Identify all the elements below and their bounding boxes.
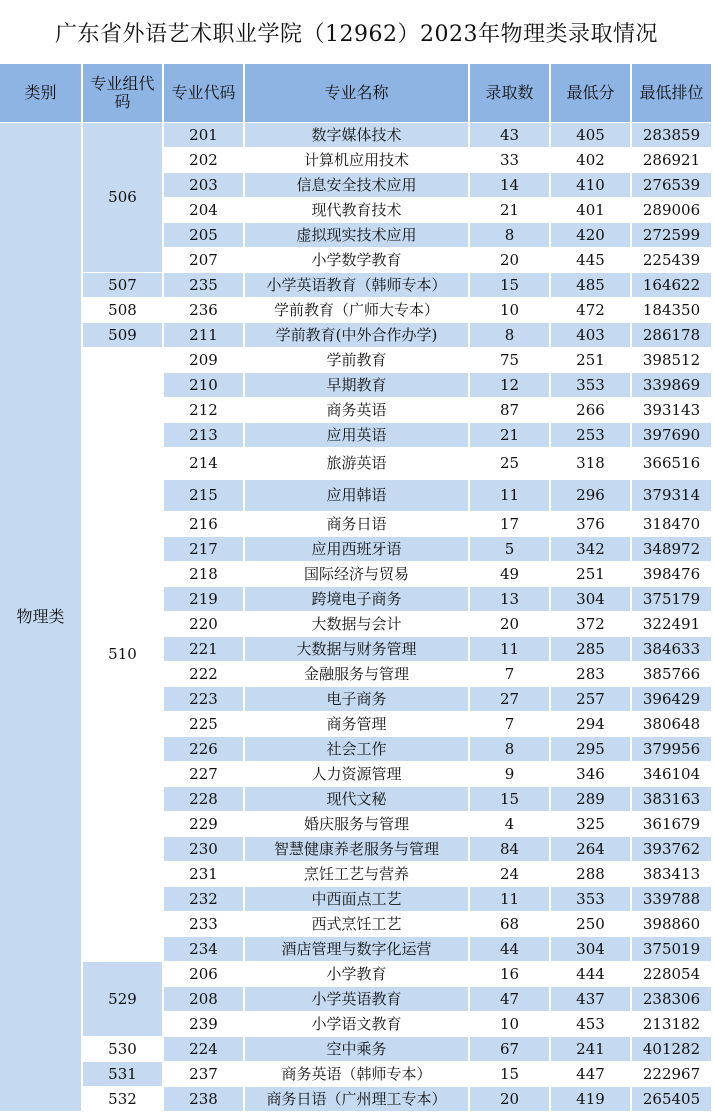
min-rank-cell: 384633: [631, 637, 712, 662]
major-code-cell: 204: [163, 198, 244, 223]
major-code-cell: 236: [163, 298, 244, 323]
major-code-cell: 232: [163, 887, 244, 912]
min-score-cell: 304: [550, 937, 631, 962]
major-name-cell: 大数据与会计: [244, 612, 469, 637]
group-code-cell: 529: [82, 962, 163, 1037]
major-name-cell: 金融服务与管理: [244, 662, 469, 687]
min-score-cell: 253: [550, 423, 631, 448]
min-score-cell: 420: [550, 223, 631, 248]
major-code-cell: 212: [163, 398, 244, 423]
min-rank-cell: 379956: [631, 737, 712, 762]
min-score-cell: 401: [550, 198, 631, 223]
min-score-cell: 295: [550, 737, 631, 762]
major-name-cell: 国际经济与贸易: [244, 562, 469, 587]
admitted-count-cell: 9: [469, 762, 550, 787]
group-code-cell: 508: [82, 298, 163, 323]
major-name-cell: 商务英语: [244, 398, 469, 423]
admitted-count-cell: 27: [469, 687, 550, 712]
major-name-cell: 现代教育技术: [244, 198, 469, 223]
major-name-cell: 人力资源管理: [244, 762, 469, 787]
major-code-cell: 213: [163, 423, 244, 448]
group-code-cell: 506: [82, 123, 163, 273]
major-name-cell: 小学语文教育: [244, 1012, 469, 1037]
admitted-count-cell: 5: [469, 537, 550, 562]
major-code-cell: 222: [163, 662, 244, 687]
major-name-cell: 学前教育: [244, 348, 469, 373]
admitted-count-cell: 17: [469, 512, 550, 537]
major-code-cell: 223: [163, 687, 244, 712]
major-code-cell: 216: [163, 512, 244, 537]
table-row: [0, 123, 712, 148]
min-score-cell: 251: [550, 562, 631, 587]
major-name-cell: 虚拟现实技术应用: [244, 223, 469, 248]
min-score-cell: 283: [550, 662, 631, 687]
major-name-cell: 西式烹饪工艺: [244, 912, 469, 937]
major-code-cell: 208: [163, 987, 244, 1012]
admitted-count-cell: 15: [469, 273, 550, 298]
major-code-cell: 233: [163, 912, 244, 937]
admitted-count-cell: 21: [469, 423, 550, 448]
admitted-count-cell: 7: [469, 712, 550, 737]
major-code-cell: 220: [163, 612, 244, 637]
min-rank-cell: 164622: [631, 273, 712, 298]
min-score-cell: 376: [550, 512, 631, 537]
min-score-cell: 251: [550, 348, 631, 373]
min-score-cell: 288: [550, 862, 631, 887]
min-score-cell: 372: [550, 612, 631, 637]
min-rank-cell: 385766: [631, 662, 712, 687]
table-row: [0, 1037, 712, 1062]
major-code-cell: 230: [163, 837, 244, 862]
min-score-cell: 445: [550, 248, 631, 273]
min-rank-cell: 238306: [631, 987, 712, 1012]
header-group-code: 专业组代码: [82, 64, 163, 123]
admitted-count-cell: 20: [469, 1087, 550, 1112]
major-name-cell: 跨境电子商务: [244, 587, 469, 612]
admitted-count-cell: 47: [469, 987, 550, 1012]
min-rank-cell: 398512: [631, 348, 712, 373]
major-name-cell: 酒店管理与数字化运营: [244, 937, 469, 962]
min-score-cell: 353: [550, 373, 631, 398]
min-score-cell: 403: [550, 323, 631, 348]
min-score-cell: 353: [550, 887, 631, 912]
min-score-cell: 342: [550, 537, 631, 562]
admitted-count-cell: 4: [469, 812, 550, 837]
major-name-cell: 小学英语教育: [244, 987, 469, 1012]
min-rank-cell: 393143: [631, 398, 712, 423]
admitted-count-cell: 49: [469, 562, 550, 587]
min-rank-cell: 366516: [631, 448, 712, 480]
min-rank-cell: 346104: [631, 762, 712, 787]
admitted-count-cell: 10: [469, 298, 550, 323]
admitted-count-cell: 13: [469, 587, 550, 612]
major-name-cell: 计算机应用技术: [244, 148, 469, 173]
min-rank-cell: 289006: [631, 198, 712, 223]
major-code-cell: 229: [163, 812, 244, 837]
major-code-cell: 235: [163, 273, 244, 298]
min-score-cell: 264: [550, 837, 631, 862]
min-score-cell: 444: [550, 962, 631, 987]
major-code-cell: 214: [163, 448, 244, 480]
min-rank-cell: 318470: [631, 512, 712, 537]
admitted-count-cell: 11: [469, 637, 550, 662]
table-row: [0, 1062, 712, 1087]
admitted-count-cell: 11: [469, 480, 550, 512]
min-score-cell: 304: [550, 587, 631, 612]
min-rank-cell: 339788: [631, 887, 712, 912]
admitted-count-cell: 24: [469, 862, 550, 887]
admitted-count-cell: 15: [469, 1062, 550, 1087]
major-code-cell: 237: [163, 1062, 244, 1087]
header-admitted: 录取数: [469, 64, 550, 123]
min-rank-cell: 286178: [631, 323, 712, 348]
major-name-cell: 商务英语（韩师专本）: [244, 1062, 469, 1087]
major-name-cell: 旅游英语: [244, 448, 469, 480]
group-code-cell: 510: [82, 348, 163, 962]
min-rank-cell: 184350: [631, 298, 712, 323]
min-rank-cell: 383413: [631, 862, 712, 887]
admitted-count-cell: 25: [469, 448, 550, 480]
min-rank-cell: 375019: [631, 937, 712, 962]
min-rank-cell: 380648: [631, 712, 712, 737]
min-score-cell: 437: [550, 987, 631, 1012]
group-code-cell: 532: [82, 1087, 163, 1112]
min-rank-cell: 272599: [631, 223, 712, 248]
major-name-cell: 现代文秘: [244, 787, 469, 812]
major-name-cell: 中西面点工艺: [244, 887, 469, 912]
admitted-count-cell: 68: [469, 912, 550, 937]
table-row: [0, 298, 712, 323]
min-rank-cell: 228054: [631, 962, 712, 987]
major-name-cell: 空中乘务: [244, 1037, 469, 1062]
table-row: [0, 348, 712, 373]
admitted-count-cell: 87: [469, 398, 550, 423]
admitted-count-cell: 75: [469, 348, 550, 373]
major-name-cell: 婚庆服务与管理: [244, 812, 469, 837]
major-name-cell: 智慧健康养老服务与管理: [244, 837, 469, 862]
major-code-cell: 221: [163, 637, 244, 662]
min-rank-cell: 401282: [631, 1037, 712, 1062]
major-name-cell: 小学数学教育: [244, 248, 469, 273]
admitted-count-cell: 11: [469, 887, 550, 912]
min-score-cell: 485: [550, 273, 631, 298]
min-score-cell: 266: [550, 398, 631, 423]
major-name-cell: 应用西班牙语: [244, 537, 469, 562]
admitted-count-cell: 10: [469, 1012, 550, 1037]
admitted-count-cell: 16: [469, 962, 550, 987]
min-score-cell: 419: [550, 1087, 631, 1112]
min-score-cell: 296: [550, 480, 631, 512]
min-rank-cell: 213182: [631, 1012, 712, 1037]
major-code-cell: 201: [163, 123, 244, 148]
group-code-cell: 531: [82, 1062, 163, 1087]
major-name-cell: 数字媒体技术: [244, 123, 469, 148]
category-cell: 物理类: [0, 123, 82, 1112]
admitted-count-cell: 8: [469, 323, 550, 348]
admitted-count-cell: 20: [469, 248, 550, 273]
min-score-cell: 257: [550, 687, 631, 712]
major-code-cell: 234: [163, 937, 244, 962]
min-rank-cell: 276539: [631, 173, 712, 198]
major-code-cell: 207: [163, 248, 244, 273]
admitted-count-cell: 20: [469, 612, 550, 637]
major-name-cell: 应用英语: [244, 423, 469, 448]
min-score-cell: 402: [550, 148, 631, 173]
min-rank-cell: 322491: [631, 612, 712, 637]
major-name-cell: 社会工作: [244, 737, 469, 762]
major-name-cell: 电子商务: [244, 687, 469, 712]
header-min-score: 最低分: [550, 64, 631, 123]
min-score-cell: 285: [550, 637, 631, 662]
header-category: 类别: [0, 64, 82, 123]
major-name-cell: 应用韩语: [244, 480, 469, 512]
major-code-cell: 227: [163, 762, 244, 787]
min-rank-cell: 265405: [631, 1087, 712, 1112]
table-row: [0, 273, 712, 298]
major-code-cell: 218: [163, 562, 244, 587]
header-major-code: 专业代码: [163, 64, 244, 123]
major-name-cell: 商务日语（广州理工专本）: [244, 1087, 469, 1112]
admitted-count-cell: 8: [469, 223, 550, 248]
major-code-cell: 219: [163, 587, 244, 612]
min-rank-cell: 379314: [631, 480, 712, 512]
major-code-cell: 217: [163, 537, 244, 562]
major-name-cell: 学前教育(中外合作办学): [244, 323, 469, 348]
major-name-cell: 早期教育: [244, 373, 469, 398]
min-score-cell: 410: [550, 173, 631, 198]
major-name-cell: 商务管理: [244, 712, 469, 737]
major-name-cell: 小学英语教育（韩师专本）: [244, 273, 469, 298]
group-code-cell: 509: [82, 323, 163, 348]
major-name-cell: 商务日语: [244, 512, 469, 537]
min-score-cell: 294: [550, 712, 631, 737]
min-score-cell: 250: [550, 912, 631, 937]
major-name-cell: 大数据与财务管理: [244, 637, 469, 662]
admitted-count-cell: 8: [469, 737, 550, 762]
min-score-cell: 405: [550, 123, 631, 148]
header-min-rank: 最低排位: [631, 64, 712, 123]
major-code-cell: 209: [163, 348, 244, 373]
major-code-cell: 238: [163, 1087, 244, 1112]
major-code-cell: 202: [163, 148, 244, 173]
table-row: [0, 1087, 712, 1112]
major-name-cell: 烹饪工艺与营养: [244, 862, 469, 887]
group-code-cell: 507: [82, 273, 163, 298]
major-code-cell: 215: [163, 480, 244, 512]
min-score-cell: 289: [550, 787, 631, 812]
admitted-count-cell: 33: [469, 148, 550, 173]
min-rank-cell: 396429: [631, 687, 712, 712]
major-code-cell: 228: [163, 787, 244, 812]
table-body: [0, 123, 712, 1112]
admitted-count-cell: 44: [469, 937, 550, 962]
major-name-cell: 学前教育（广师大专本）: [244, 298, 469, 323]
min-score-cell: 472: [550, 298, 631, 323]
min-rank-cell: 339869: [631, 373, 712, 398]
min-rank-cell: 225439: [631, 248, 712, 273]
header-major-name: 专业名称: [244, 64, 469, 123]
major-code-cell: 206: [163, 962, 244, 987]
admitted-count-cell: 12: [469, 373, 550, 398]
min-rank-cell: 222967: [631, 1062, 712, 1087]
min-rank-cell: 375179: [631, 587, 712, 612]
min-score-cell: 325: [550, 812, 631, 837]
min-score-cell: 241: [550, 1037, 631, 1062]
admitted-count-cell: 15: [469, 787, 550, 812]
major-code-cell: 203: [163, 173, 244, 198]
min-rank-cell: 383163: [631, 787, 712, 812]
table-row: [0, 323, 712, 348]
min-score-cell: 447: [550, 1062, 631, 1087]
major-code-cell: 239: [163, 1012, 244, 1037]
major-code-cell: 225: [163, 712, 244, 737]
major-name-cell: 信息安全技术应用: [244, 173, 469, 198]
admitted-count-cell: 67: [469, 1037, 550, 1062]
admitted-count-cell: 7: [469, 662, 550, 687]
page-title: 广东省外语艺术职业学院（12962）2023年物理类录取情况: [55, 22, 658, 47]
table-row: [0, 962, 712, 987]
min-rank-cell: 398860: [631, 912, 712, 937]
admission-table: [0, 64, 713, 1112]
min-score-cell: 453: [550, 1012, 631, 1037]
min-rank-cell: 361679: [631, 812, 712, 837]
major-code-cell: 226: [163, 737, 244, 762]
group-code-cell: 530: [82, 1037, 163, 1062]
admitted-count-cell: 21: [469, 198, 550, 223]
admitted-count-cell: 43: [469, 123, 550, 148]
major-name-cell: 小学教育: [244, 962, 469, 987]
header-row: [0, 64, 712, 123]
major-code-cell: 205: [163, 223, 244, 248]
min-rank-cell: 286921: [631, 148, 712, 173]
admitted-count-cell: 84: [469, 837, 550, 862]
major-code-cell: 211: [163, 323, 244, 348]
major-code-cell: 224: [163, 1037, 244, 1062]
min-score-cell: 346: [550, 762, 631, 787]
min-rank-cell: 393762: [631, 837, 712, 862]
major-code-cell: 231: [163, 862, 244, 887]
admitted-count-cell: 14: [469, 173, 550, 198]
min-rank-cell: 348972: [631, 537, 712, 562]
min-rank-cell: 283859: [631, 123, 712, 148]
min-score-cell: 318: [550, 448, 631, 480]
major-code-cell: 210: [163, 373, 244, 398]
min-rank-cell: 397690: [631, 423, 712, 448]
min-rank-cell: 398476: [631, 562, 712, 587]
